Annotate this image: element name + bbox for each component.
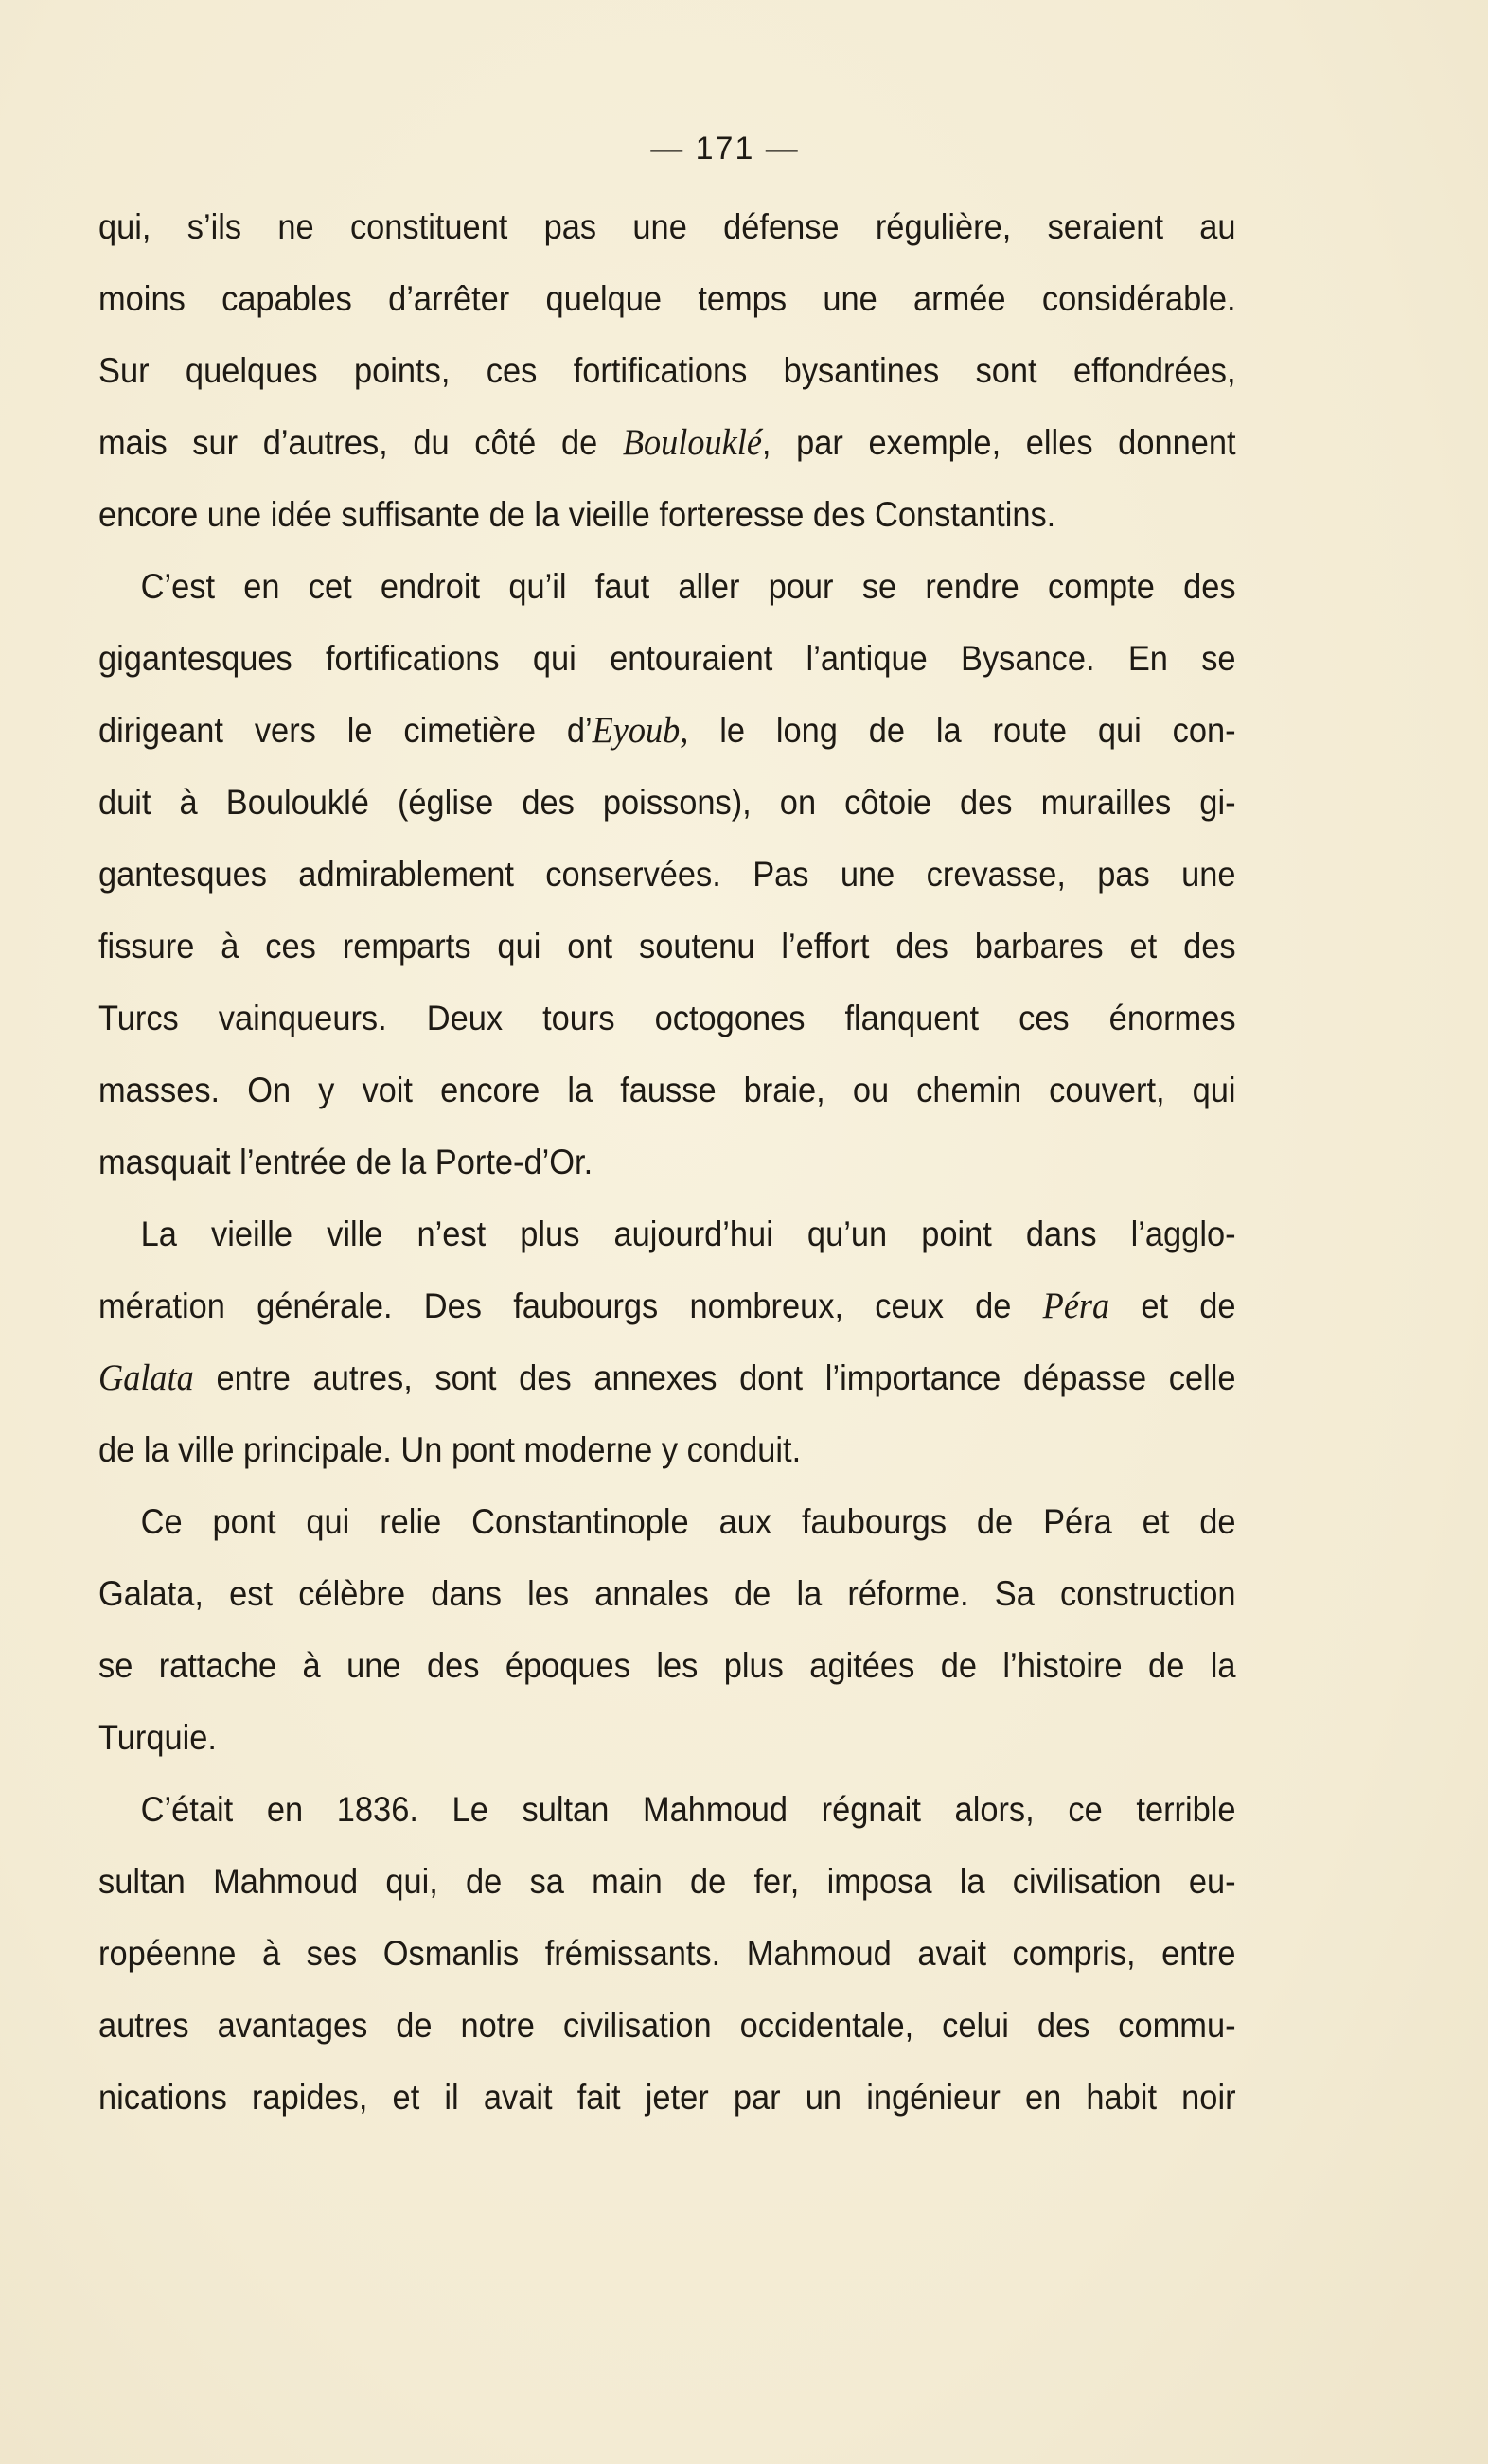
text-line: Galata, est célèbre dans les annales de la réforme. Sa construction bbox=[98, 1574, 1236, 1613]
text-line: sultan Mahmoud qui, de sa main de fer, imposa la civilisation eu- bbox=[98, 1862, 1236, 1901]
place-name-italic: Péra bbox=[1042, 1285, 1110, 1326]
text-line: mais sur d’autres, du côté de Boulouklé, par exemple, elles donnent bbox=[98, 422, 1236, 463]
text-line: masses. On y voit encore la fausse braie, ou chemin couvert, qui bbox=[98, 1071, 1236, 1109]
page-number: — 171 — bbox=[650, 131, 800, 167]
text-line: fissure à ces remparts qui ont soutenu l’effort des barbares et des bbox=[98, 927, 1236, 966]
text-line: Galata entre autres, sont des annexes dont l’importance dépasse celle bbox=[98, 1357, 1236, 1398]
text-line: Turquie. bbox=[98, 1718, 217, 1757]
body-text bbox=[98, 191, 1236, 2134]
text-line: se rattache à une des époques les plus agitées de l’histoire de la bbox=[98, 1646, 1236, 1685]
text-line: Sur quelques points, ces fortifications bysantines sont effondrées, bbox=[98, 351, 1236, 390]
text-line: qui, s’ils ne constituent pas une défense régulière, seraient au bbox=[98, 207, 1236, 246]
place-name-italic: Eyoub, bbox=[592, 710, 689, 751]
text-line: moins capables d’arrêter quelque temps une armée considérable. bbox=[98, 279, 1236, 318]
text-line: de la ville principale. Un pont moderne y conduit. bbox=[98, 1430, 802, 1469]
text-line: La vieille ville n’est plus aujourd’hui qu’un point dans l’agglo- bbox=[140, 1214, 1236, 1253]
text-line: masquait l’entrée de la Porte-d’Or. bbox=[98, 1143, 593, 1181]
text-line: dirigeant vers le cimetière d’Eyoub, le long de la route qui con- bbox=[98, 710, 1236, 751]
text-line: encore une idée suffisante de la vieille forteresse des Constantins. bbox=[98, 495, 1056, 534]
text-line: C’était en 1836. Le sultan Mahmoud régnait alors, ce terrible bbox=[140, 1790, 1236, 1829]
text-line: duit à Boulouklé (église des poissons), on côtoie des murailles gi- bbox=[98, 783, 1236, 822]
place-name-italic: Galata bbox=[98, 1357, 194, 1398]
text-line: Ce pont qui relie Constantinople aux faubourgs de Péra et de bbox=[140, 1502, 1236, 1541]
text-line: C’est en cet endroit qu’il faut aller pour se rendre compte des bbox=[140, 567, 1236, 606]
text-line: mération générale. Des faubourgs nombreux, ceux de Péra et de bbox=[98, 1285, 1236, 1326]
text-line: Turcs vainqueurs. Deux tours octogones flanquent ces énormes bbox=[98, 999, 1236, 1037]
text-line: autres avantages de notre civilisation occidentale, celui des commu- bbox=[98, 2006, 1236, 2045]
text-line: gigantesques fortifications qui entouraient l’antique Bysance. En se bbox=[98, 639, 1236, 678]
text-line: ropéenne à ses Osmanlis frémissants. Mahmoud avait compris, entre bbox=[98, 1934, 1236, 1973]
place-name-italic: Boulouklé bbox=[622, 422, 762, 463]
text-line: nications rapides, et il avait fait jeter par un ingénieur en habit noir bbox=[98, 2078, 1236, 2117]
text-line: gantesques admirablement conservées. Pas une crevasse, pas une bbox=[98, 855, 1236, 894]
